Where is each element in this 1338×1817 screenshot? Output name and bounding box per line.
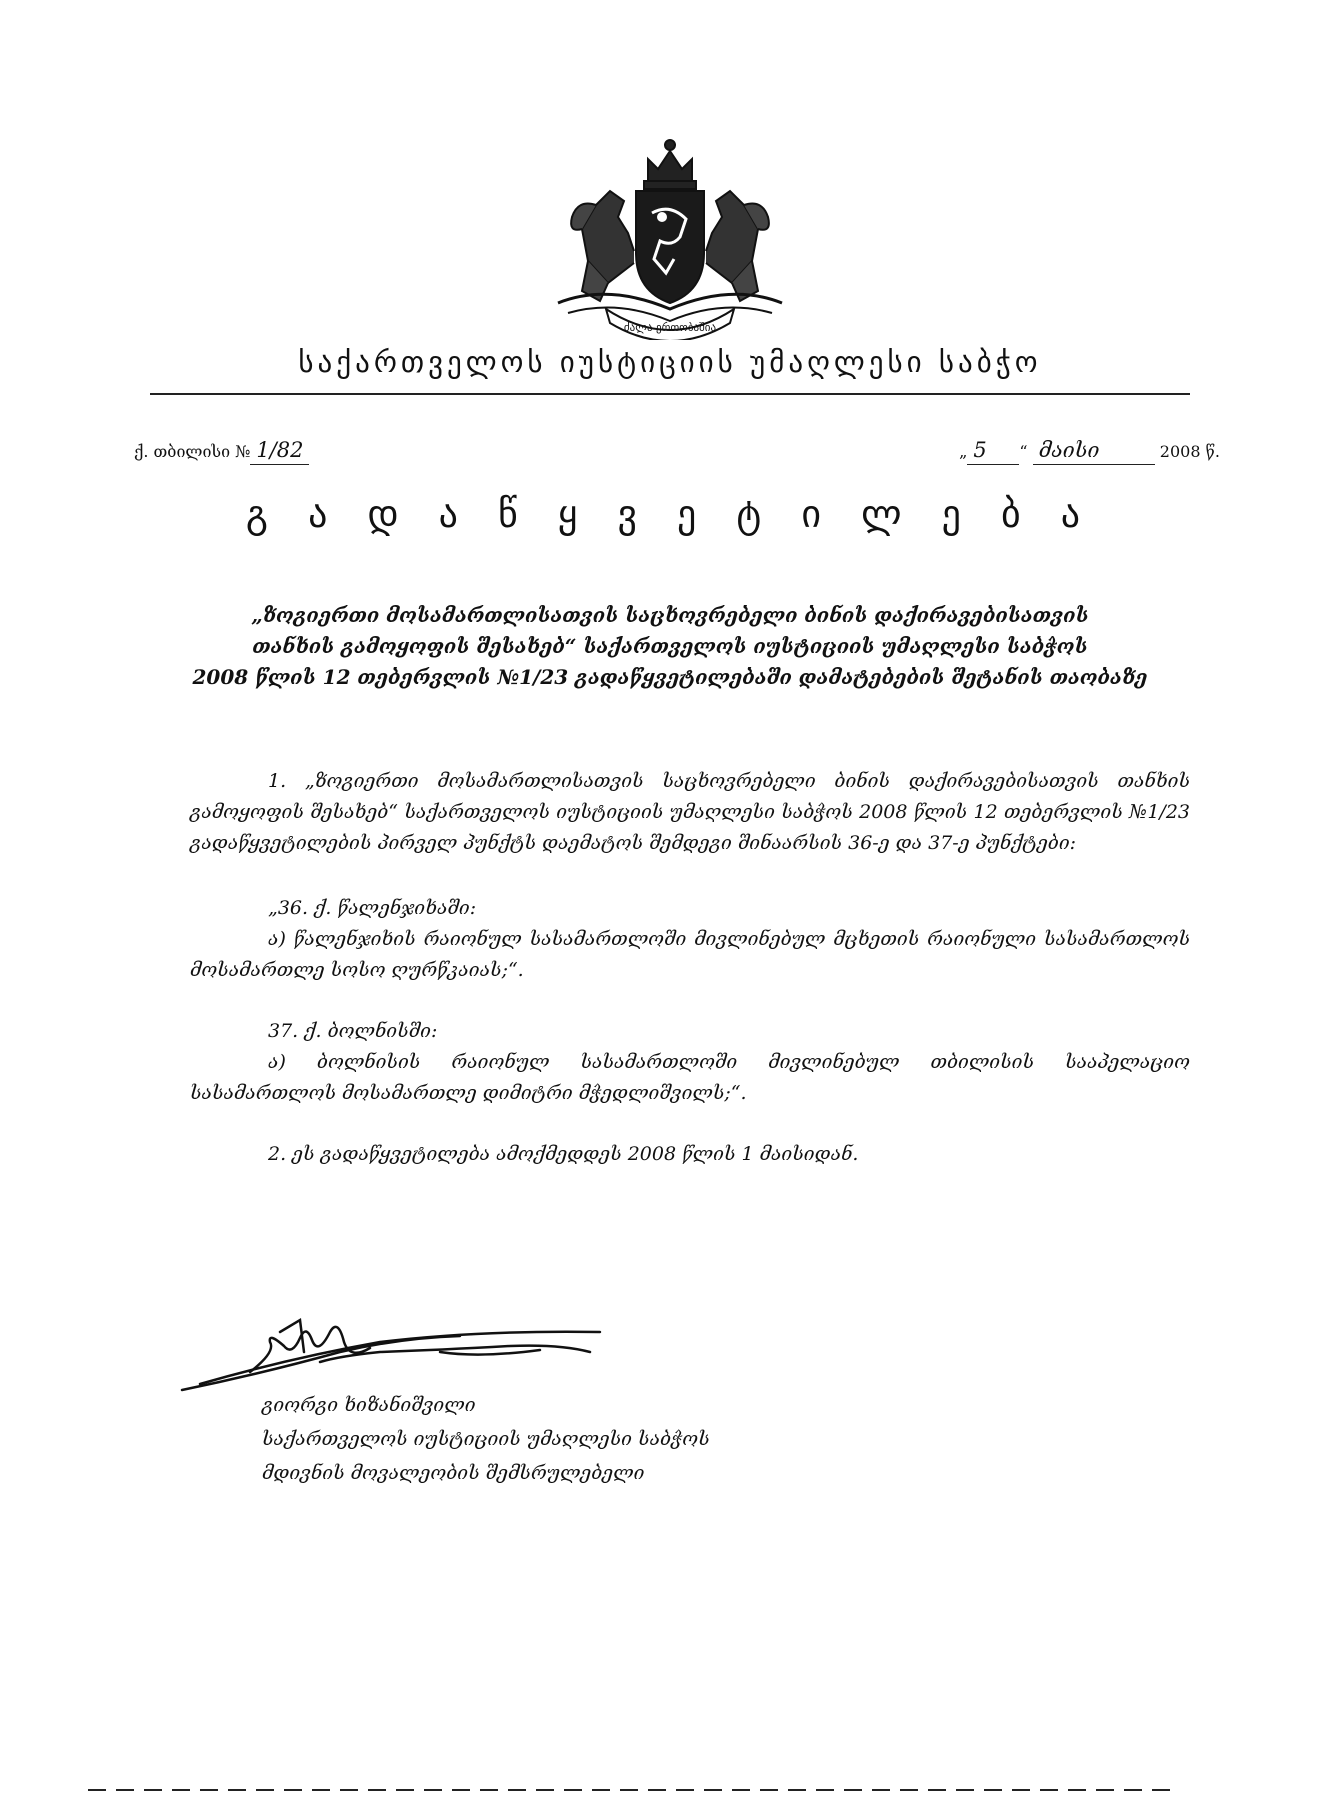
document-number: 1/82 (250, 436, 309, 465)
signer-position-line-1: საქართველოს იუსტიციის უმაღლესი საბჭოს (262, 1428, 710, 1450)
item-37-title: 37. ქ. ბოლნისში: (268, 1020, 438, 1042)
signer-block (262, 1388, 710, 1490)
item-37-text: ა) ბოლნისის რაიონულ სასამართლოში მივლინებულ თბილისის სააპელაციო სასამართლოს მოსამართლე დიმიტრი მჭედლიშვილს;“. (190, 1051, 1190, 1104)
place-prefix: ქ. თბილისი № (134, 442, 251, 461)
heading-line-2: თანხის გამოყოფის შესახებ“ საქართველოს იუსტიციის უმაღლესი საბჭოს (252, 634, 1088, 658)
signer-name: გიორგი ხიზანიშვილი (262, 1394, 476, 1416)
document-type-title: გ ა დ ა წ ყ ვ ე ტ ი ლ ე ბ ა (245, 492, 1095, 536)
paragraph-1: 1. „ზოგიერთი მოსამართლისათვის საცხოვრებელი ბინის დაქირავებისათვის თანხის გამოყოფის შესახებ“ საქართველოს იუსტიციის უმაღლესი საბჭოს 2008 წლის 12 თებერვლის №1/23 გადაწყვეტილების პირველ პუნქტს დაემატოს შემდეგი შინაარსის 36-ე და 37-ე პუნქტები: (190, 770, 1190, 854)
paragraph-2: 2. ეს გადაწყვეტილება ამოქმედდეს 2008 წლის 1 მაისიდან. (268, 1143, 859, 1165)
date-day: 5 (967, 436, 1019, 465)
decision-body (190, 766, 1190, 1170)
date-month: მაისი (1033, 436, 1155, 465)
footer-dashed-line (88, 1788, 1178, 1792)
organization-title: საქართველოს იუსტიციის უმაღლესი საბჭო (298, 345, 1042, 379)
handwritten-signature (180, 1312, 610, 1392)
heading-line-3: 2008 წლის 12 თებერვლის №1/23 გადაწყვეტილებაში დამატებების შეტანის თაობაზე (192, 665, 1148, 689)
coat-of-arms-emblem (548, 133, 792, 340)
document-date (959, 436, 1220, 466)
decision-heading (150, 600, 1190, 693)
signer-position-line-2: მდივნის მოვალეობის შემსრულებელი (262, 1462, 645, 1484)
heading-line-1: „ზოგიერთი მოსამართლისათვის საცხოვრებელი ბინის დაქირავებისათვის (251, 603, 1089, 627)
date-close-quote: “ (1019, 442, 1028, 461)
item-36-title: „36. ქ. წალენჯიხაში: (268, 897, 477, 919)
emblem-motto: ძალა ერთობაშია (623, 321, 717, 334)
title-divider (150, 393, 1190, 395)
date-year: 2008 წ. (1159, 442, 1220, 461)
document-place-number (134, 436, 309, 466)
item-36-text: ა) წალენჯიხის რაიონულ სასამართლოში მივლინებულ მცხეთის რაიონული სასამართლოს მოსამართლე სოსო ღურწკაიას;“. (190, 928, 1190, 981)
date-open-quote: „ (959, 442, 968, 461)
